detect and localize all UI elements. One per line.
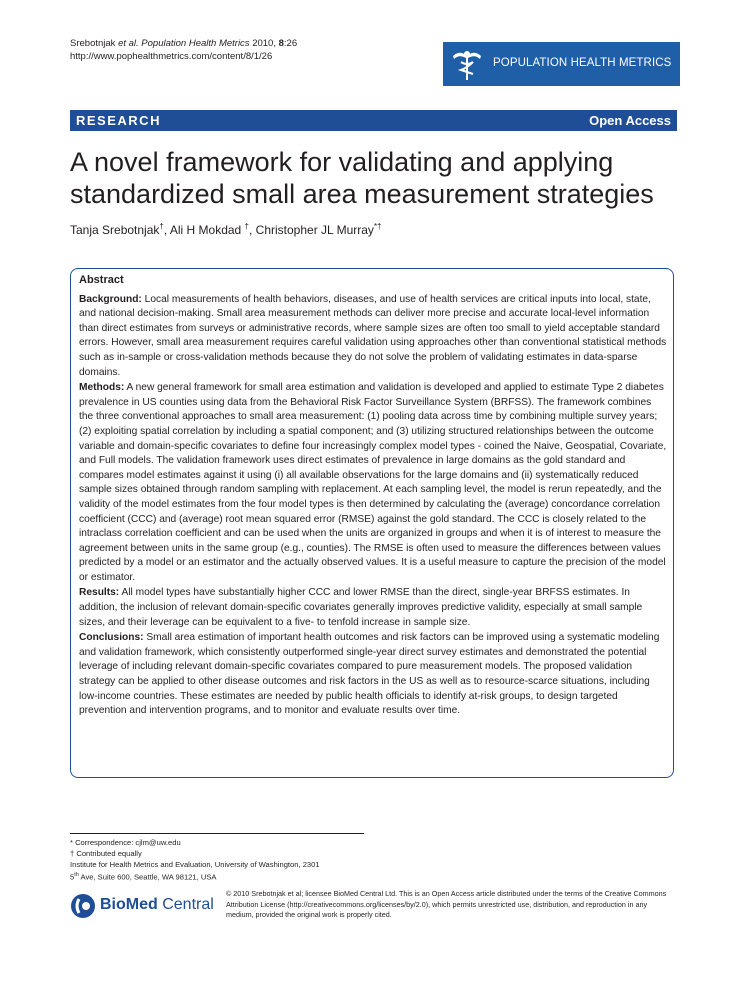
article-url[interactable]: http://www.pophealthmetrics.com/content/8/1/26	[70, 51, 273, 62]
publisher-central: Central	[157, 896, 214, 913]
section-label: Background:	[79, 293, 142, 305]
abstract-conclusions	[79, 631, 667, 719]
footnotes	[70, 837, 320, 883]
publisher-name	[100, 896, 214, 914]
citation-authors: Srebotnjak	[70, 38, 119, 49]
citation-journal: Population Health Metrics	[138, 38, 250, 49]
address-number: 5	[70, 872, 75, 882]
citation-article: :26	[283, 38, 298, 49]
author-3: , Christopher JL Murray	[249, 223, 374, 237]
caduceus-icon	[447, 44, 487, 84]
section-text: Small area estimation of important health outcomes and risk factors can be improved using a systematic modeling and validation framework, which consistently outperformed single-year direct survey estimates and demonstrated the potential leverage of including relevant domain-specific covariates compared to pure measurement models. The proposed validation strategy can be applied to other disease outcomes and risk factors in the US as well as to resource-scarce situations, including low-income countries. These estimates are needed by public health officials to identify at-risk groups, to design targeted prevention and intervention programs, and to monitor and evaluate results over time.	[79, 632, 660, 717]
abstract-results	[79, 586, 667, 630]
section-text: A new general framework for small area estimation and validation is developed and applied to estimate Type 2 diabetes prevalence in US counties using data from the Behavioral Risk Factor Surveillance System (BRFSS). The framework combines the three conventional approaches to small area measurement: (1) pooling data across time by combining multiple survey years; (2) exploiting spatial correlation by including a spatial component; and (3) utilizing structured relationships between the outcome variable and domain-specific covariates to define four increasingly complex model types - coined the Naive, Geospatial, Covariate, and Full models. The validation framework uses direct estimates of prevalence in large domains as the gold standard and compares model estimates against it using (i) all available observations for the large domains and (ii) systematically reduced sample sizes obtained through random sampling with replacement. At each sampling level, the model is rerun repeatedly, and the validity of the model estimates from the four model types is then determined by calculating the (average) concordance correlation coefficient (CCC) and (average) root mean squared error (RMSE) against the gold standard. The CCC is closely related to the intraclass correlation coefficient and can be used when the units are organized in groups and when it is of interest to measure the agreement between units in the same group (e.g., counties). The RMSE is often used to measure the differences between values predicted by a model or an estimator and the actually observed values. It is a useful measure to capture the precision of the model or estimator.	[79, 382, 667, 583]
biomed-icon	[70, 893, 96, 919]
author-1: Tanja Srebotnjak	[70, 223, 160, 237]
address-ordinal: th	[74, 872, 79, 878]
open-access-label: Open Access	[589, 113, 671, 128]
address-note	[70, 870, 320, 883]
section-label: Conclusions:	[79, 632, 144, 644]
abstract-heading: Abstract	[79, 274, 124, 286]
journal-name: POPULATION HEALTH METRICS	[493, 57, 672, 69]
author-2: , Ali H Mokdad	[163, 223, 245, 237]
article-title: A novel framework for validating and applying standardized small area measurement strategies	[70, 147, 654, 209]
citation-line	[70, 37, 297, 50]
address-rest: Ave, Suite 600, Seattle, WA 98121, USA	[78, 872, 217, 882]
license-text: © 2010 Srebotnjak et al; licensee BioMed Central Ltd. This is an Open Access article distributed under the terms of the Creative Commons Attribution License (http://creativecommons.org/licenses/by/2.0), which permits unrestricted use, distribution, and reproduction in any medium, provided the original work is properly cited.	[226, 889, 667, 919]
section-text: Local measurements of health behaviors, diseases, and use of health services are critical inputs into local, state, and national decision-making. Small area measurement methods can deliver more precise and accurate local-level information than direct estimates from surveys or administrative records, where sample sizes are often too small to yield acceptable standard errors. However, small area measurement requires careful validation using approaches other than conventional statistical methods such as in-sample or cross-validation methods because they do not solve the problem of validating estimates in data-sparse domains.	[79, 293, 667, 378]
citation-et-al: et al.	[118, 38, 139, 49]
article-type-label: RESEARCH	[76, 113, 161, 128]
section-bar	[70, 110, 677, 131]
section-label: Results:	[79, 587, 120, 599]
citation-volume: 8	[278, 38, 284, 49]
publisher-bio: BioMed	[100, 896, 158, 913]
footnote-divider	[70, 833, 364, 834]
abstract-content	[79, 273, 667, 720]
abstract-box	[70, 268, 674, 778]
section-label: Methods:	[79, 382, 125, 394]
institute-note: Institute for Health Metrics and Evaluation, University of Washington, 2301	[70, 860, 320, 869]
author-3-mark: *†	[373, 222, 382, 231]
correspondence-note: * Correspondence: cjlm@uw.edu	[70, 838, 181, 847]
publisher-logo	[70, 893, 220, 923]
abstract-background	[79, 293, 667, 381]
citation-header	[70, 37, 297, 63]
citation-year: 2010,	[249, 38, 279, 49]
abstract-methods	[79, 381, 667, 585]
author-2-mark: †	[244, 222, 249, 231]
journal-logo	[443, 42, 680, 86]
author-1-mark: †	[159, 222, 164, 231]
author-list	[70, 222, 382, 237]
section-text: All model types have substantially higher CCC and lower RMSE than the direct, single-year BRFSS estimates. In addition, the inclusion of relevant domain-specific covariates generally improves predictive validity, especially at small sample sizes, and their leverage can be equivalent to a five- to tenfold increase in sample size.	[79, 587, 643, 628]
equal-contribution-note: † Contributed equally	[70, 849, 142, 858]
